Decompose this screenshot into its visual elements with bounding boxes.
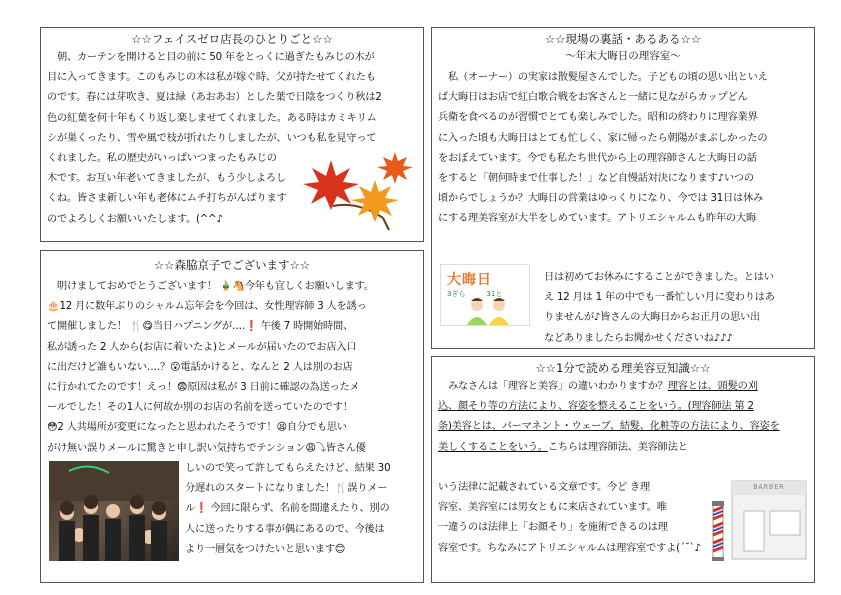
badge-small: 3ぎら 31と xyxy=(447,290,503,298)
section-moriwaki-greeting xyxy=(40,250,424,583)
body-line: のでよろしくお願いいたします。(^^♪ xyxy=(47,213,223,225)
barber-shop-icon xyxy=(710,467,808,563)
body-line: 😳2 人共場所が変更になったと思われたそうです！😫自分でも思い xyxy=(47,422,347,434)
body-line: 容室、美容室には男女ともに来店されています。唯 xyxy=(438,502,667,514)
body-line: ル❗ 今回に限らず、名前を間違えたり、別の xyxy=(185,503,390,515)
body-line: 木です。お互い年老いてきましたが、もう少しよろし xyxy=(47,173,286,185)
section-body-side xyxy=(544,268,810,349)
section-title: ☆☆森脇京子でございます☆☆ xyxy=(153,258,311,272)
body-line: に入った頃も大晦日はとても忙しく、家に帰ったら朝陽がまぶしかったの xyxy=(438,132,768,144)
maple-leaves-illustration xyxy=(303,146,415,236)
section-body xyxy=(438,68,810,230)
body-line: シが巣くったり、雪や風で枝が折れたりしましたが、いつも私を見守って xyxy=(47,132,377,144)
body-line: に出だけど誰もいない‥‥？😮電話かけると、なんと 2 人は別のお店 xyxy=(47,361,353,373)
body-line: などありましたらお聞かせくださいね♪♪♪ xyxy=(544,332,733,344)
body-text: こちらは理容師法、美容師法と xyxy=(547,441,688,453)
section-behind-the-scenes xyxy=(431,27,815,349)
shop-sign: BARBER xyxy=(753,483,785,491)
body-line: くれました。私の歴史がいっぱいつまったもみじの xyxy=(47,153,277,165)
body-line: より一層気をつけたいと思います😊 xyxy=(185,543,346,555)
body-line: 分遅れのスタートになりました！🍴誤りメー xyxy=(185,483,388,495)
body-line: 兵衛を食べるのが習慣でとても楽しみでした。昭和の終わりに理容業界 xyxy=(438,112,758,124)
body-line: いう法律に記載されている文章です。今ど き理 xyxy=(438,482,650,493)
body-line: 🎂12 月に数年ぶりのシャルム忘年会を今回は、女性理容師 3 人を誘っ xyxy=(47,301,367,313)
body-line: 朝、カーテンを開けると目の前に 50 年をとっくに過ぎたもみじの木が xyxy=(47,52,375,63)
party-photo xyxy=(49,461,179,561)
body-line: に行かれてたのです！えっ！😨原因は私が 3 日前に確認の為送ったメ xyxy=(47,382,360,394)
body-line: をおぼえています。今でも私たち世代から上の理容師さんと大晦日の話 xyxy=(438,152,757,164)
body-line: 目に入ってきます。このもみじの木は私が嫁ぐ時、父が持たせてくれたも xyxy=(47,72,376,84)
body-line xyxy=(438,438,810,458)
underlined-definition: 込、顔そり等の方法により、容姿を整えることをいう。(理容師法 第 2 xyxy=(438,401,754,413)
body-line: にする理美容室が大半をしめています。アトリエシャルムも昨年の大晦 xyxy=(438,213,756,225)
body-line: 日は初めてお休みにすることができました。とはい xyxy=(544,272,774,283)
section-subtitle: ～年末大晦日の理容室～ xyxy=(565,50,681,62)
body-line: え 12 月は 1 年の中でも一番忙しい月に変わりはあ xyxy=(544,292,775,304)
body-line: 明けましておめでとうございます！ 🎍🐴今年も宜しくお願いします。 xyxy=(47,281,374,292)
body-line: りませんが♪皆さんの大晦日からお正月の思い出 xyxy=(544,312,761,324)
body-line: 一違うのは法律上「お顔そり」を施術できるのは理 xyxy=(438,522,668,534)
body-line: 色の紅葉を何十年もくり返し楽しませてくれました。ある時はカミキリム xyxy=(47,112,377,124)
section-title: ☆☆現場の裏話・あるある☆☆ xyxy=(544,32,702,46)
body-line xyxy=(438,417,810,437)
underlined-definition: 理容とは、頭髪の刈 xyxy=(667,381,758,392)
barber-shop-illustration xyxy=(710,467,808,563)
body-line xyxy=(438,377,810,397)
body-line: がけ無い誤りメールに驚きと申し訳い気持ちでテンション😩⤵皆さん優 xyxy=(47,442,366,454)
section-title: ☆☆フェイスゼロ店長のひとりごと☆☆ xyxy=(131,32,333,46)
badge-text: 大晦日 xyxy=(447,272,492,288)
body-line: しいので笑って許してもらえたけど、結果 30 xyxy=(185,463,391,474)
figures-icon xyxy=(459,295,519,325)
body-line: くね。皆さま新しい年も老体にムチ打ちがんばります xyxy=(47,193,287,205)
photo-people-shapes xyxy=(49,461,179,561)
body-line: 私（オーナー）の実家は散髪屋さんでした。子どもの頃の思い出といえ xyxy=(438,72,768,83)
underlined-definition: 美しくすることをいう。 xyxy=(438,441,548,453)
body-line: をすると「朝何時まで仕事した！」など自慢話対決になります♪いつの xyxy=(438,173,754,185)
section-body-side xyxy=(438,478,706,559)
section-trivia xyxy=(431,356,815,583)
underlined-definition: 条)美容とは、パーマネント・ウェーブ、結髪、化粧等の方法により、容姿を xyxy=(438,421,780,433)
section-body-side xyxy=(185,459,421,560)
body-line: ば大晦日はお店で紅白歌合戦をお客さんと一緒に見ながらカップどん xyxy=(438,92,748,104)
body-line: 人に送ったりする事が偶にあるので、今後は xyxy=(185,523,385,535)
body-line: ールでした！その1人に何故か別のお店の名前を送っていたのです！ xyxy=(47,402,353,414)
section-body xyxy=(438,377,810,458)
new-years-eve-illustration xyxy=(440,264,530,326)
body-line: 私が誘った 2 人から(お店に着いたよ)とメールが届いたのでお店入口 xyxy=(47,341,357,353)
body-line: のです。春には芽吹き、夏は緑（あおあお）とした葉で日陰をつくり秋は2 xyxy=(47,92,382,104)
body-line xyxy=(438,397,810,417)
body-line: て開催しました！ 🍴😋当日ハプニングが‥‥❗ 午後 7 時開始時間、 xyxy=(47,321,354,333)
body-text: みなさんは「理容と美容」の違いわかりますか？ xyxy=(438,381,668,392)
section-title: ☆☆1分で読める理美容豆知識☆☆ xyxy=(535,361,711,375)
body-line: 容室です。ちなみにアトリエシャルムは理容室ですよ(´˘`♪ xyxy=(438,542,701,554)
section-body xyxy=(47,277,419,459)
section-manager-monologue xyxy=(40,27,424,242)
body-line: 頃からでしょうか？大晦日の営業はゆっくりになり、今では 31日は休み xyxy=(438,193,764,205)
